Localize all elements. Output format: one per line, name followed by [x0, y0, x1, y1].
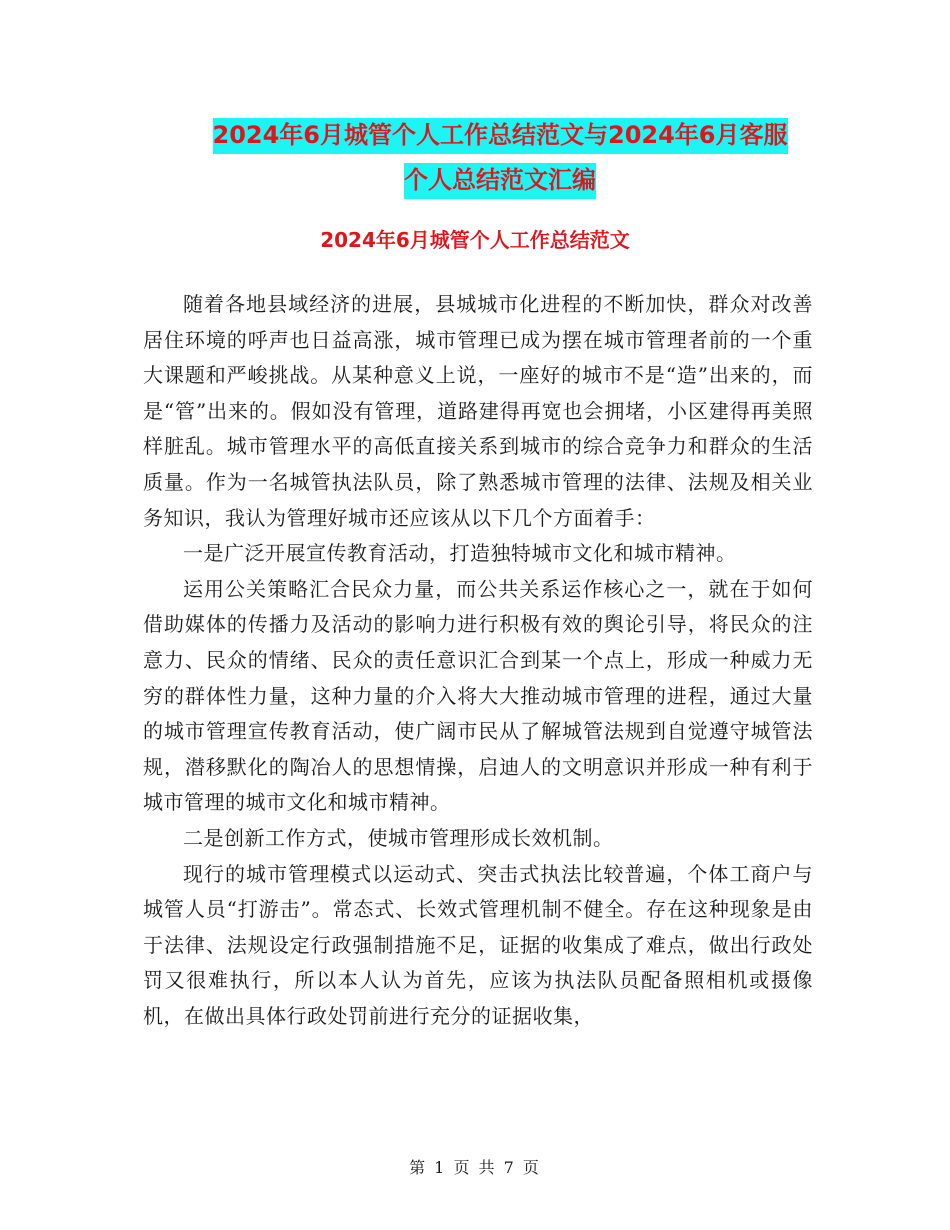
page-footer: 第 1 页 共 7 页 [409, 1158, 541, 1177]
paragraph: 一是广泛开展宣传教育活动，打造独特城市文化和城市精神。 [183, 541, 737, 566]
section-title: 2024年6月城管个人工作总结范文 [320, 228, 630, 252]
paragraph: 随着各地县域经济的进展，县城城市化进程的不断加快，群众对改善居住环境的呼声也日益高涨，城市管理已成为摆在城市管理者前的一个重大课题和严峻挑战。从某种意义上说，一座好的城市不是“造”出来的，而是“管”出来的。假如没有管理，道路建得再宽也会拥堵，小区建得再美照样脏乱。城市管理水平的高低直接关系到城市的综合竞争力和群众的生活质量。作为一名城管执法队员，除了熟悉城市管理的法律、法规及相关业务知识，我认为管理好城市还应该从以下几个方面着手： [143, 292, 813, 530]
document-title-highlight-1: 2024年6月城管个人工作总结范文与2024年6月客服 [213, 118, 788, 154]
document-title-highlight-2: 个人总结范文汇编 [404, 163, 596, 199]
paragraph: 二是创新工作方式，使城市管理形成长效机制。 [183, 825, 614, 850]
document-title-line-2 [140, 160, 860, 195]
paragraph: 现行的城市管理模式以运动式、突击式执法比较普遍，个体工商户与城管人员“打游击”。常态式、长效式管理机制不健全。存在这种现象是由于法律、法规设定行政强制措施不足，证据的收集成了难点，做出行政处罚又很难执行，所以本人认为首先，应该为执法队员配备照相机或摄像机，在做出具体行政处罚前进行充分的证据收集， [143, 861, 813, 1028]
paragraph: 运用公关策略汇合民众力量，而公共关系运作核心之一，就在于如何借助媒体的传播力及活动的影响力进行积极有效的舆论引导，将民众的注意力、民众的情绪、民众的责任意识汇合到某一个点上，形成一种威力无穷的群体性力量，这种力量的介入将大大推动城市管理的进程，通过大量的城市管理宣传教育活动，使广阔市民从了解城管法规到自觉遵守城管法规，潜移默化的陶冶人的思想情操，启迪人的文明意识并形成一种有利于城市管理的城市文化和城市精神。 [143, 576, 813, 815]
document-title-line-1 [140, 115, 860, 150]
body-text [143, 287, 813, 1034]
